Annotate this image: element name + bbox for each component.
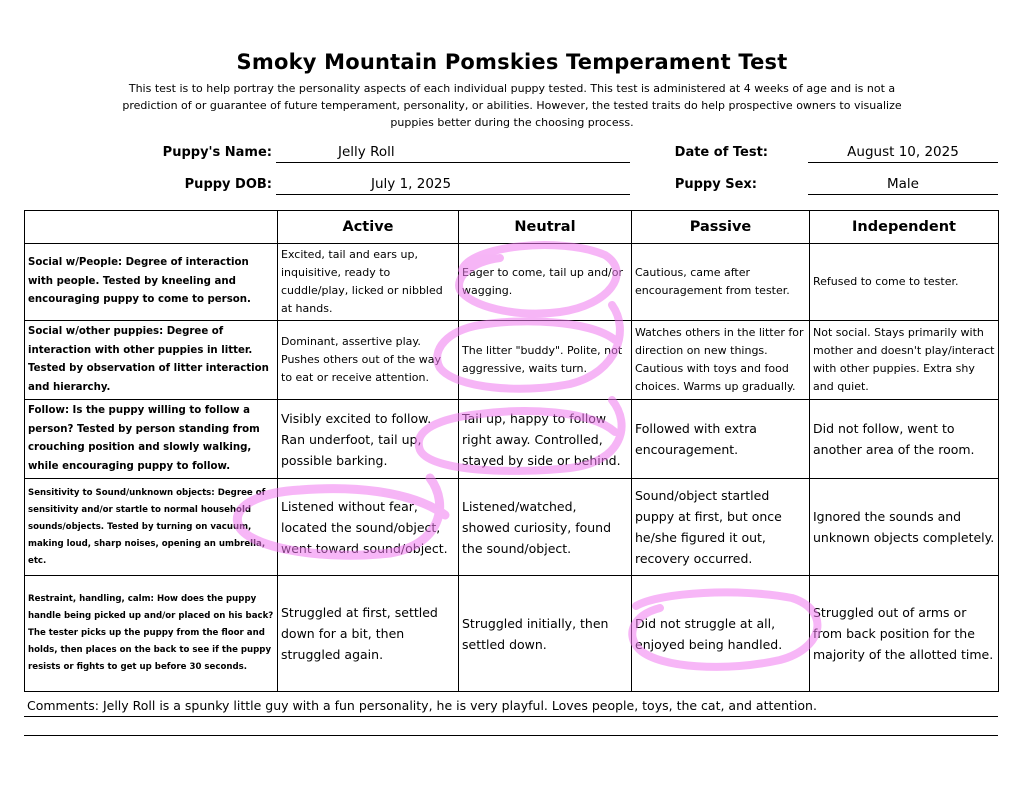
table-row bbox=[25, 479, 999, 576]
criterion-social-people: Social w/People: Degree of interaction with people. Tested by kneeling and encouraging puppy to come to person. bbox=[25, 244, 278, 321]
criterion-follow: Follow: Is the puppy willing to follow a person? Tested by person standing from crouching position and slowly walking, while encouraging puppy to follow. bbox=[25, 400, 278, 479]
criterion-restraint: Restraint, handling, calm: How does the puppy handle being picked up and/or placed on his back? The tester picks up the puppy from the floor and holds, then places on the back to see if the puppy resists or fights to get up before 30 seconds. bbox=[25, 576, 278, 692]
document-title: Smoky Mountain Pomskies Temperament Test bbox=[236, 50, 788, 74]
puppy-sex-label: Puppy Sex: bbox=[674, 177, 757, 192]
cell-independent: Did not follow, went to another area of the room. bbox=[810, 400, 999, 479]
comments-line bbox=[24, 696, 998, 717]
puppy-name-value bbox=[276, 143, 630, 163]
criterion-sensitivity: Sensitivity to Sound/unknown objects: Degree of sensitivity and/or startle to normal household sounds/objects. Tested by turning on vacuum, making loud, sharp noises, opening an umbrella, etc. bbox=[25, 479, 278, 576]
table-row bbox=[25, 400, 999, 479]
cell-neutral: The litter "buddy". Polite, not aggressive, waits turn. bbox=[459, 321, 632, 400]
temperament-table bbox=[24, 210, 999, 692]
cell-active: Dominant, assertive play. Pushes others out of the way to eat or receive attention. bbox=[278, 321, 459, 400]
header-independent: Independent bbox=[810, 211, 999, 244]
cell-independent: Not social. Stays primarily with mother and doesn't play/interact with other puppies. Extra shy and quiet. bbox=[810, 321, 999, 400]
criterion-social-puppies: Social w/other puppies: Degree of interaction with other puppies in litter. Tested by observation of litter interaction and hierarchy. bbox=[25, 321, 278, 400]
header-criterion bbox=[25, 211, 278, 244]
cell-passive: Sound/object startled puppy at first, but once he/she figured it out, recovery occurred. bbox=[632, 479, 810, 576]
cell-neutral: Tail up, happy to follow right away. Controlled, stayed by side or behind. bbox=[459, 400, 632, 479]
cell-active: Struggled at first, settled down for a bit, then struggled again. bbox=[278, 576, 459, 692]
puppy-sex-value: Male bbox=[808, 175, 998, 195]
cell-active: Listened without fear, located the sound/object, went toward sound/object. bbox=[278, 479, 459, 576]
cell-active: Visibly excited to follow. Ran underfoot, tail up, possible barking. bbox=[278, 400, 459, 479]
table-header-row bbox=[25, 211, 999, 244]
cell-passive: Did not struggle at all, enjoyed being handled. bbox=[632, 576, 810, 692]
header-active: Active bbox=[278, 211, 459, 244]
date-of-test-value: August 10, 2025 bbox=[808, 143, 998, 163]
date-of-test-label: Date of Test: bbox=[674, 145, 768, 160]
puppy-dob-label: Puppy DOB: bbox=[184, 177, 272, 192]
header-passive: Passive bbox=[632, 211, 810, 244]
header-neutral: Neutral bbox=[459, 211, 632, 244]
cell-neutral: Eager to come, tail up and/or wagging. bbox=[459, 244, 632, 321]
puppy-dob-value bbox=[276, 175, 630, 195]
blank-comment-line bbox=[24, 735, 998, 736]
cell-neutral: Struggled initially, then settled down. bbox=[459, 576, 632, 692]
cell-passive: Watches others in the litter for direction on new things. Cautious with toys and food choices. Warms up gradually. bbox=[632, 321, 810, 400]
table-row bbox=[25, 244, 999, 321]
cell-independent: Refused to come to tester. bbox=[810, 244, 999, 321]
cell-neutral: Listened/watched, showed curiosity, found the sound/object. bbox=[459, 479, 632, 576]
cell-independent: Ignored the sounds and unknown objects completely. bbox=[810, 479, 999, 576]
table-row bbox=[25, 576, 999, 692]
puppy-name-label: Puppy's Name: bbox=[162, 145, 272, 160]
comments-text: Comments: Jelly Roll is a spunky little guy with a fun personality, he is very playful. Loves people, toys, the cat, and attention. bbox=[27, 698, 817, 713]
cell-independent: Struggled out of arms or from back position for the majority of the allotted time. bbox=[810, 576, 999, 692]
table-row bbox=[25, 321, 999, 400]
intro-paragraph: This test is to help portray the personality aspects of each individual puppy tested. This test is administered at 4 weeks of age and is not a prediction of or guarantee of future temperament, personality, or abilities. However, the tested traits do help prospective owners to visualize puppies better during the choosing process. bbox=[122, 82, 902, 129]
cell-passive: Followed with extra encouragement. bbox=[632, 400, 810, 479]
puppy-dob-text: July 1, 2025 bbox=[371, 176, 452, 192]
puppy-name-text: Jelly Roll bbox=[338, 144, 395, 160]
cell-passive: Cautious, came after encouragement from tester. bbox=[632, 244, 810, 321]
cell-active: Excited, tail and ears up, inquisitive, ready to cuddle/play, licked or nibbled at hands. bbox=[278, 244, 459, 321]
